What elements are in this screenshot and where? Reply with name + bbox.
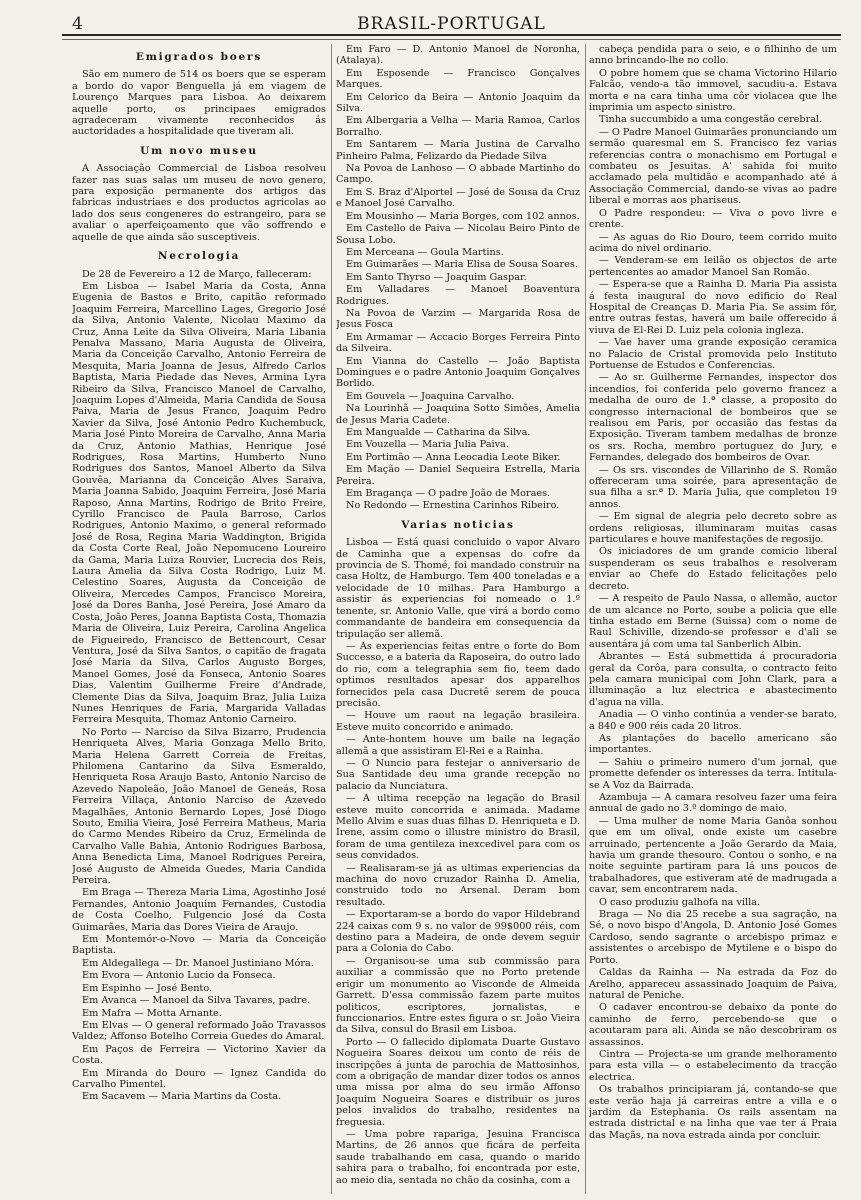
necrologia-entry: Em Aldegallega — Dr. Manoel Justiniano Móra.: [82, 957, 314, 969]
page-header: [62, 12, 841, 36]
news-paragraph: — As aguas do Rio Douro, teem corrido muito acima do nivel ordinario.: [589, 231, 837, 254]
necrologia-entry: Em Castello de Paiva — Nicolau Beiro Pinto de Sousa Lobo.: [336, 223, 580, 246]
news-paragraph: Azambuja — A camara resolveu fazer uma feira annual de gado no 3.º domingo de maio.: [589, 792, 837, 815]
news-paragraph: — Sahiu o primeiro numero d'um jornal, que promette defender os interesses da terra. Intitula-se A Voz da Bairrada.: [589, 756, 837, 791]
necrologia-entry: No Redondo — Ernestina Carinhos Ribeiro.: [346, 500, 560, 512]
news-paragraph: — Uma pobre rapariga, Jesuina Francisca Martins, de 26 annos que ficára de perfeita saude trabalhando em casa, quando o marido sahira para o trabalho, foi encontrada por este, ao meio dia, sentada no chão da cosinha, com a: [336, 1128, 580, 1186]
necrologia-entry: Em Vouzella — Maria Julia Paiva.: [346, 439, 509, 451]
section-heading-museu: Um novo museu: [140, 144, 258, 157]
necrologia-entry: Em Celorico da Beira — Antonio Joaquim da Silva.: [336, 91, 580, 115]
necrologia-entry: Em Albergaria a Velha — Maria Ramoa, Carlos Borralho.: [336, 115, 580, 138]
necrologia-lisboa: Em Lisboa — Isabel Maria da Costa, Anna Eugenia de Bastos e Brito, capitão reformado Joaquim Ferreira, Marcellino Lages, Gregorio José da Silva, Antonio Valente, Nicolau Maximo da Cruz, Anna Leite da Silva Oliveira, Maria Libania Penalva Massano, Maria Augusta de Oliveira, Maria da Conceição Carvalho, Antonio Ferreira de Mesquita, Maria Joanna de Jesus, Alfredo Carlos Baptista, Maria Piedade das Neves, Armina Lyra Ribeiro da Silva, Francisco Manoel de Carvalho, Joaquim Lopes d'Almeida, Maria Candida de Sousa Paiva, Maria de Jesus Franco, Joaquim Pedro Xavier da Silva, José Antonio Pedro Kuchembuck, Maria José Pinto Moreira de Carvalho, Anna Maria da Cruz, Antonio Mathias, Henrique José Rodrigues, Rosa Martins, Humberto Nuno Rodrigues dos Santos, Manoel Alberto da Silva Gouvêa, Marianna da Conceição Alves Saraiva, Maria Joanna Sabido, Joaquim Ferreira, José Maria Raposo, Anna Martins, Rodrigo de Brito Freire, Cyrillo Francisco de Paula Barroso, Carlos Rodrigues, Antonio Maximo, o general reformado José de Rosa, Regina Maria Waddington, Brigida da Costa Corte Real, João Nepomuceno Loureiro da Gama, Maria Luiza Rouvier, Lucrecia dos Reis, Laura Amelia da Silva Costa Rodrigo, Luiz M. Celestino Soares, Augusta da Conceição de Oliveira, Mercedes Campos, Francisco Moreira, José da Dores Banha, José Pereira, José Amaro da Costa, João Peres, Joanna Baptista Costa, Thomazia Maria de Oliveira, Luiz Pereira, Carolina Angelica de Figueiredo, Francisco de Bettencourt, Cesar Ventura, José da Silva Santos, o capitão de fragata José Maria da Silva, Carlos Augusto Borges, Manoel Gomes, José da Fonseca, Antonio Soares Dias, Valentim Guilherme Freire d'Andrade, Clemente Dias da Silva, Joaquim Braz, Julia Luiza Nunes Henriques de Faria, Margarida Valladas Ferreira Mesquita, Thomaz Antonio Carneiro.: [72, 280, 326, 726]
news-paragraph: — Venderam-se em leilão os objectos de arte pertencentes ao amador Manoel San Romão.: [589, 255, 837, 278]
column-3: [589, 44, 837, 1194]
news-paragraph: — Exportaram-se a bordo do vapor Hildebrand 224 caixas com 9 s. no valor de 99$000 réis, com destino para a Madeira, de onde devem seguir para a Colonia do Cabo.: [336, 909, 580, 955]
necrologia-entry: Em Mação — Daniel Sequeira Estrella, Maria Pereira.: [336, 464, 580, 487]
news-paragraph: O caso produziu galhofa na villa.: [599, 896, 761, 908]
news-paragraph: — Uma mulher de nome Maria Ganôa sonhou que em um olival, onde existe um casebre arruinado, pertencente a João Gerardo da Maia, havia um grande thesouro. Contou o sonho, e na noite seguinte partiram para lá uns poucos de trabalhadores, que estiveram até de madrugada a cavar, sem encontrarem nada.: [589, 815, 837, 896]
news-paragraph: — O Padre Manoel Guimarães pronunciando um sermão quaresmal em S. Francisco fez varias referencias contra o monachismo em Portugal e combateu os Jesuitas. A' sahida foi muito acclamado pela multidão e acompanhado até á Associação Commercial, dando-se vivas ao padre liberal e morras aos phariseus.: [589, 126, 837, 207]
necrologia-entry: Em Santarem — Maria Justina de Carvalho Pinheiro Palma, Felizardo da Piedade Silva: [336, 139, 580, 162]
section-heading-varias: Varias noticias: [401, 518, 515, 531]
necrologia-entry: Em Elvas — O general reformado João Travassos Valdez; Affonso Botelho Correia Guedes do Amaral.: [72, 1019, 326, 1043]
column-divider: [585, 44, 586, 1194]
necrologia-entry: Em Evora — Antonio Lucio da Fonseca.: [82, 970, 276, 982]
news-paragraph: O cadaver encontrou-se debaixo da ponte do caminho de ferro, percebendo-se que o acoutaram para ali. Ainda se não descobriram os assassinos.: [589, 1002, 837, 1048]
necrologia-intro: De 28 de Fevereiro a 12 de Março, falleceram:: [82, 268, 312, 280]
news-paragraph: — O Nuncio para festejar o anniversario de Sua Santidade deu uma grande recepção no palacio da Nunciatura.: [336, 757, 580, 792]
column-1: [72, 44, 326, 1194]
necrologia-braga: Em Braga — Thereza Maria Lima, Agostinho José Fernandes, Antonio Joaquim Fernandes, Custodia de Costa Coelho, Fulgencio José da Costa Guimarães, Maria das Dores Vieira de Araujo.: [72, 887, 326, 933]
news-paragraph: — A ultima recepção na legação do Brasil esteve muito concorrida e animada. Madame Mello Alvim e suas duas filhas D. Henriqueta e D. Irene, assim como o illustre ministro do Brasil, foram de uma gentileza inexcedivel para com os seus convidados.: [336, 793, 580, 862]
necrologia-entry: Em Vianna do Castello — João Baptista Domingues e o padre Antonio Joaquim Gonçalves Borlido.: [336, 355, 580, 390]
section-heading-emigrados: Emigrados boers: [135, 51, 263, 63]
news-paragraph: — Os srs. viscondes de Villarinho de S. Romão offereceram uma soirée, para apresentação de sua filha a sr.ª D. Maria Julia, que completou 19 annos.: [589, 464, 837, 510]
column-2: [336, 44, 580, 1194]
news-paragraph: — A respeito de Paulo Nassa, o allemão, auctor de um alcance no Porto, soube a policia que elle tinha estado em Berne (Suissa) com o nome de Raul Schiville, dizendo-se professor e d'ali se ausentára já com uma tal Sanberlich Albin.: [589, 593, 837, 650]
news-paragraph: Cintra — Projecta-se um grande melhoramento para esta villa — o estabelecimento da tracção electrica.: [589, 1048, 837, 1083]
news-paragraph: Anadia — O vinho continúa a vender-se barato, a 840 e 900 réis cada 20 litros.: [589, 709, 837, 732]
article-emigrados: São em numero de 514 os boers que se esperam a bordo do vapor Benguella já em viagem de Lourenço Marques para Lisboa. Ao deixarem aquelle porto, os principaes emigrados agradeceram vivamente reconhecidos ás auctoridades a hospitalidade que tiveram ali.: [72, 69, 326, 138]
necrologia-porto: No Porto — Narciso da Silva Bizarro, Prudencia Henriqueta Alves, Maria Gonzaga Mello Brito, Maria Helena Garrett Correia de Freitas, Philomena Cantarino da Silva Esmeraldo, Henriqueta Rosa Araujo Basto, Antonio Narciso de Azevedo Napoleão, João Manoel de Geneás, Rosa Ferreira Villaça, Antonio Narciso de Azevedo Magalhães, Antonio Bernardo Lopes, José Diogo Souto, Emilia Vieira, José Ferreira Matheus, Maria do Carmo Mendes Ribeiro da Cruz, Ermelinda de Carvalho Valle Bahia, Antonio Rodrigues Barbosa, Anna Benedicta Lima, Manoel Rodrigues Pereira, José Augusto de Almeida Guedes, Maria Candida Pereira.: [72, 726, 326, 887]
news-paragraph: — Ao sr. Guilherme Fernandes, inspector dos incendios, foi conferida pelo governo francez a medalha de ouro de 1.ª classe, a proposito do congresso internacional de bombeiros que se realisou em Paris, por occasião das festas da Exposição. Tiveram tambem medalhas de bronze os srs. Rocha, membro portuguez do Jury, e Fernandes, delegado dos bombeiros de Ovar.: [589, 372, 837, 464]
page-number: 4: [72, 14, 83, 34]
news-paragraph: Abrantes — Está submettida á procuradoria geral da Corôa, para consulta, o contracto feito pela camara municipal com John Clark, para a illuminação a luz electrica e abastecimento d'agua na villa.: [589, 651, 837, 708]
necrologia-entry: Em Valladares — Manoel Boaventura Rodrigues.: [336, 284, 580, 307]
necrologia-entry: Na Povoa de Varzim — Margarida Rosa de Jesus Fosca: [336, 307, 580, 331]
news-paragraph: — Houve um raout na legação brasileira. Esteve muito concorrido e animado.: [336, 710, 580, 733]
necrologia-entry: Na Povoa de Lanhoso — O abbade Martinho do Campo.: [336, 163, 580, 186]
news-paragraph: Os iniciadores de um grande comicio liberal suspenderam os seus trabalhos e resolveram enviar ao Chefe do Estado felicitações pelo decreto.: [589, 546, 837, 592]
necrologia-entry: Em Merceana — Goula Martins.: [346, 246, 504, 258]
necrologia-entry: Em Armamar — Accacio Borges Ferreira Pinto da Silveira.: [336, 331, 580, 355]
necrologia-entry: Em Gouvela — Joaquina Carvalho.: [346, 390, 515, 402]
news-paragraph: Os trabalhos principiaram já, contando-se que este verão haja já carreiras entre a villa e o jardim da Estephania. Os rails assentam na estrada districtal e na linha que vae ter á Praia das Maçãs, na nova estrada ainda por concluir.: [589, 1084, 837, 1141]
necrologia-entry: Em Miranda do Douro — Ignez Candida do Carvalho Pimentel.: [72, 1067, 326, 1090]
news-paragraph: — Vae haver uma grande exposição ceramica no Palacio de Cristal promovida pelo Instituto Portuense de Estudos e Conferencias.: [589, 337, 837, 371]
necrologia-entry: Em Faro — D. Antonio Manoel de Noronha, (Atalaya).: [336, 44, 580, 67]
news-paragraph: — Realisaram-se já as ultimas experiencias da machina do novo cruzador Rainha D. Amelia, construido todo no Arsenal. Deram bom resultado.: [336, 862, 580, 908]
necrologia-entry: Em Portimão — Anna Leocadia Leote Biker.: [346, 451, 561, 463]
news-paragraph: Lisboa — Está quasi concluido o vapor Alvaro de Caminha que a expensas do cofre da provincia de S. Thomé, foi mandado construir na casa Holtz, de Hamburgo. Tem 400 toneladas e a velocidade de 10 milhas. Para Hamburgo a assistir ás experiencias foi nomeado o 1.º tenente, sr. Antonio Valle, que virá a bordo como commandante de bandeira em consequencia da tripulação ser allemã.: [336, 537, 580, 640]
news-paragraph: — Organisou-se uma sub commissão para auxiliar a commissão que no Porto pretende erigir um monumento ao Visconde de Almeida Garrett. D'essa commissão fazem parte muitos politicos, escriptores, jornalistas, e funccionarios. Entre estes figura o sr. João Vieira da Silva, consul do Brasil em Lisboa.: [336, 955, 580, 1036]
necrologia-entry: Em Montemór-o-Novo — Maria da Conceição Baptista.: [72, 934, 326, 957]
news-paragraph: — Em signal de alegria pelo decreto sobre as ordens religiosas, illuminaram muitas casas particulares e houve manifestações de regosijo.: [589, 511, 837, 546]
news-paragraph: cabeça pendida para o seio, e o filhinho de um anno brincando-lhe no collo.: [589, 44, 837, 67]
news-paragraph: O Padre respondeu: — Viva o povo livre e crente.: [589, 207, 837, 231]
news-paragraph: Braga — No dia 25 recebe a sua sagração, na Sé, o novo bispo d'Angola, D. Antonio José Gomes Cardoso, sendo sagrante o arcebispo primaz e assistentes o arcebispo de Mytilene e o bispo do Porto.: [589, 909, 837, 966]
column-divider: [331, 44, 332, 1194]
necrologia-entry: Em Paços de Ferreira — Victorino Xavier da Costa.: [72, 1043, 326, 1067]
news-paragraph: Porto — O fallecido diplomata Duarte Gustavo Nogueira Soares deixou um conto de réis de inscripções á junta de parochia de Mattosinhos, com a obrigação de mandar dizer todos os annos uma missa por alma do seu irmão Affonso Joaquim Nogueira Soares e distribuir os juros pelos invalidos do trabalho, residentes na freguesia.: [336, 1036, 580, 1128]
news-paragraph: Caldas da Rainha — Na estrada da Foz do Arelho, appareceu assassinado Joaquim de Paiva, natural de Peniche.: [589, 967, 837, 1001]
necrologia-entry: Em Espinho — José Bento.: [82, 982, 213, 994]
news-paragraph: O pobre homem que se chama Victorino Hilario Falcão, vendo-a tão immovel, sacudiu-a. Estava morta e na cara tinha uma côr violacea que lhe imprimia um aspecto sinistro.: [589, 67, 837, 114]
news-paragraph: — Ante-hontem houve um baile na legação allemã a que assistiram El-Rei e a Rainha.: [336, 734, 580, 757]
article-museu: A Associação Commercial de Lisboa resolveu fazer nas suas salas um museu de novo genero, para exposição permanente dos artigos das fabricas industriaes e dos productos agricolas ao lado dos seus congeneres do estrangeiro, para se avaliar o aperfeiçoamento que vão soffrendo e aquelle de que ainda são susceptiveis.: [72, 163, 326, 243]
necrologia-entry: Em Guimarães — Maria Elisa de Sousa Soares.: [346, 259, 578, 271]
necrologia-entry: Em Esposende — Francisco Gonçalves Marques.: [336, 67, 580, 91]
news-paragraph: — As experiencias feitas entre o forte do Bom Successo, e a bateria da Raposeira, do outro lado do rio, com a telegraphia sem fio, teem dado optimos resultados apesar dos apparelhos fornecidos pela casa Ducretê serem de pouca precisão.: [336, 640, 580, 709]
section-heading-necrologia: Necrologia: [157, 250, 241, 263]
header-rule: [62, 39, 841, 40]
news-paragraph: Tinha succumbido a uma congestão cerebral.: [599, 114, 823, 126]
necrologia-entry: Em Bragança — O padre João de Moraes.: [346, 488, 551, 500]
necrologia-entry: Em S. Braz d'Alportel — José de Sousa da Cruz e Manoel José Carvalho.: [336, 186, 580, 210]
publication-title: BRASIL-PORTUGAL: [357, 14, 546, 34]
necrologia-entry: Em Sacavem — Maria Martins da Costa.: [82, 1091, 282, 1103]
news-paragraph: — Espera-se que a Rainha D. Maria Pia assista á festa inaugural do novo edificio do Real Hospital de Creanças D. Maria Pia. Se assim fôr, entre outras festas, haverá um baile offerecido á viuva de El-Rei D. Luiz pela colonia ingleza.: [589, 279, 837, 336]
necrologia-entry: Em Avanca — Manoel da Silva Tavares, padre.: [82, 995, 311, 1007]
necrologia-entry: Em Mangualde — Catharina da Silva.: [346, 427, 531, 438]
necrologia-entry: Em Santo Thyrso — Joaquim Gaspar.: [346, 271, 527, 283]
news-paragraph: As plantações do bacello americano são importantes.: [589, 732, 837, 756]
necrologia-entry: Em Mafra — Motta Arnante.: [82, 1007, 222, 1019]
necrologia-entry: Na Lourinhã — Joaquina Sotto Simões, Amelia de Jesus Maria Cadete.: [336, 403, 580, 426]
necrologia-entry: Em Mousinho — Maria Borges, com 102 annos.: [346, 210, 580, 222]
